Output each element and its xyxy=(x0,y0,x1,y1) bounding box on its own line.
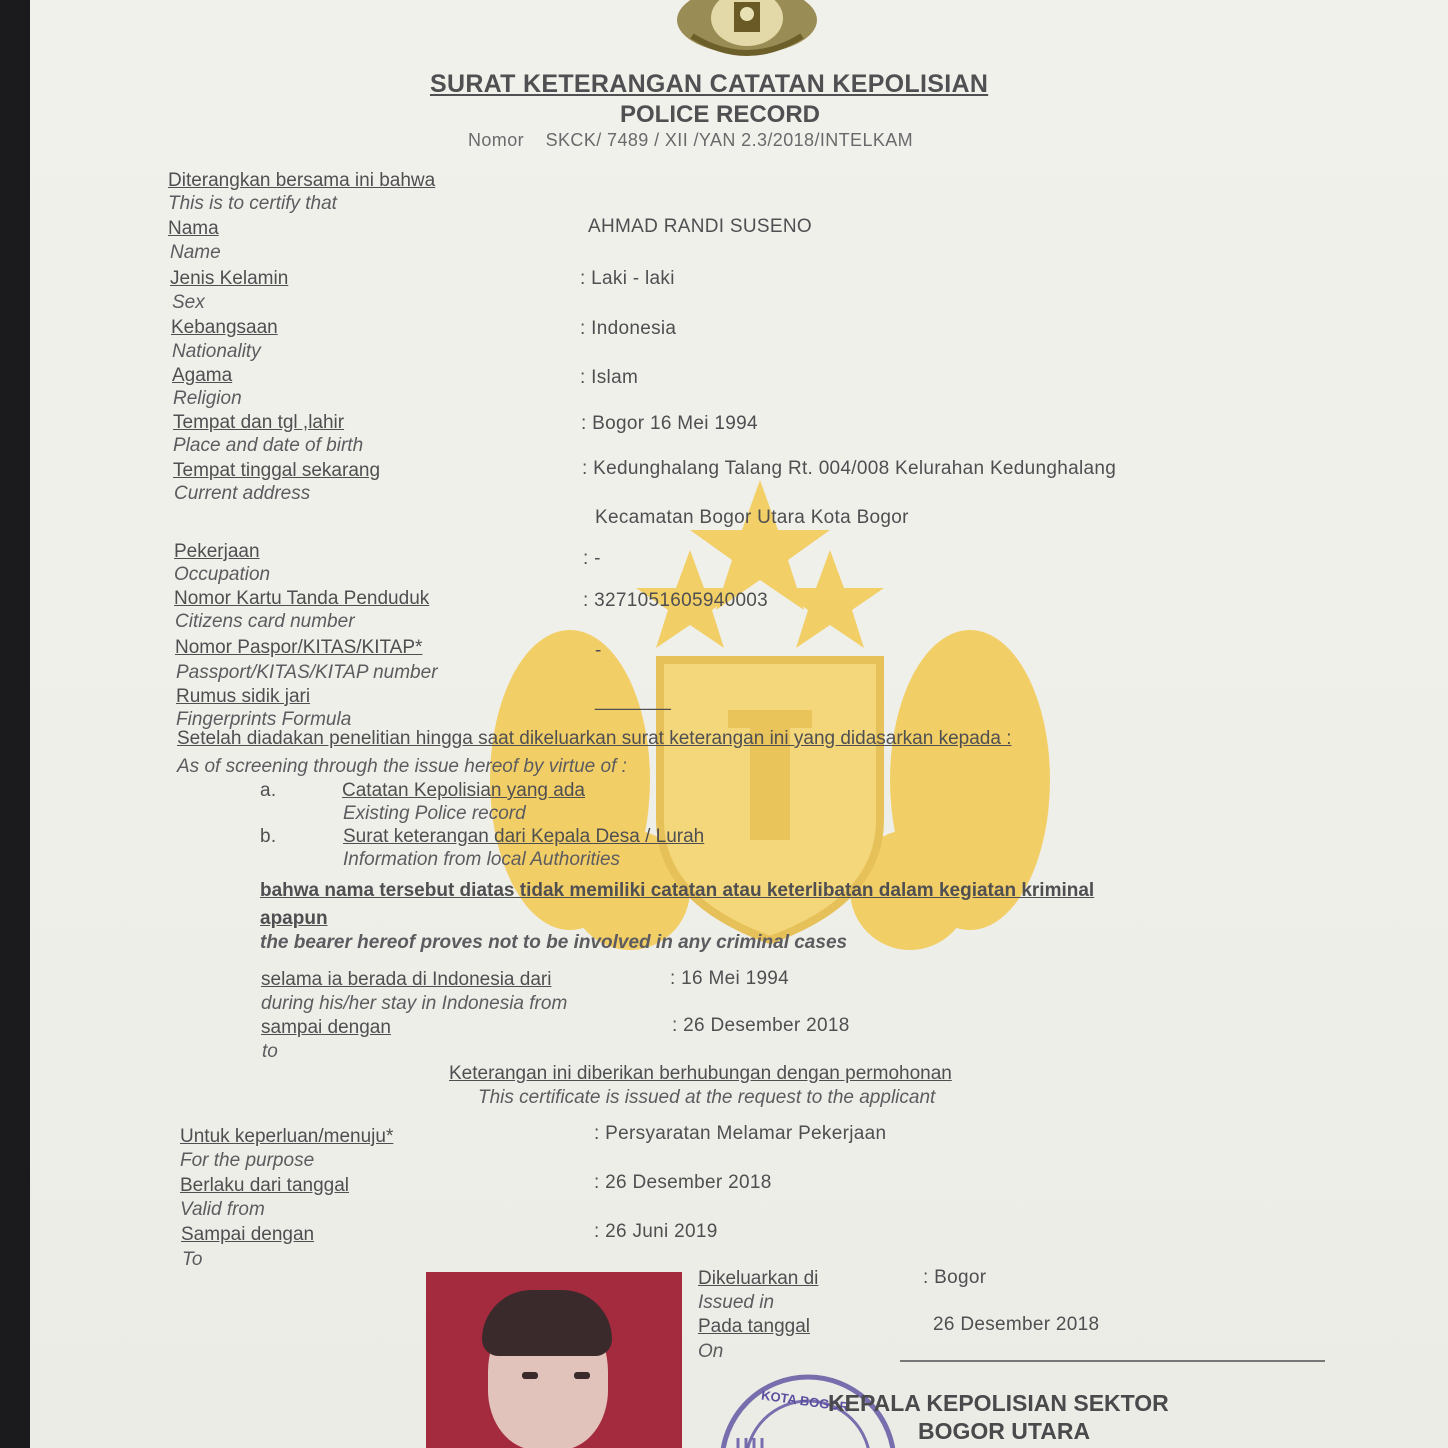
screening-item-b-marker: b. xyxy=(260,826,277,847)
valid-to-english: To xyxy=(182,1249,203,1270)
document-number-value: SKCK/ 7489 / XII /YAN 2.3/2018/INTELKAM xyxy=(545,130,914,150)
field-english-nationality: Nationality xyxy=(172,341,261,362)
valid-to-label: Sampai dengan xyxy=(181,1224,315,1245)
document-number xyxy=(468,130,913,151)
field-value-address-line2: Kecamatan Bogor Utara Kota Bogor xyxy=(595,507,909,528)
signatory-title: KEPALA KEPOLISIAN SEKTOR xyxy=(828,1390,1169,1416)
screening-item-a-label: Catatan Kepolisian yang ada xyxy=(342,780,585,801)
purpose-label: Untuk keperluan/menuju* xyxy=(180,1126,394,1147)
document-subtitle: POLICE RECORD xyxy=(620,101,821,128)
police-crest-icon xyxy=(672,0,822,62)
photo-eye-right xyxy=(574,1372,590,1379)
field-label-kebangsaan: Kebangsaan xyxy=(171,317,278,338)
field-value-citizens-card: : 3271051605940003 xyxy=(583,590,769,611)
field-value-fingerprints: _______ xyxy=(595,690,672,711)
field-value-religion: : Islam xyxy=(580,367,639,388)
purpose-english: For the purpose xyxy=(180,1150,315,1171)
screening-english: As of screening through the issue hereof by virtue of : xyxy=(177,756,627,777)
screening-label: Setelah diadakan penelitian hingga saat dikeluarkan surat keterangan ini yang didasarkan kepada : xyxy=(177,728,1012,749)
issued-in-english: Issued in xyxy=(698,1292,775,1313)
field-english-sex: Sex xyxy=(172,292,205,313)
field-english-citizens-card: Citizens card number xyxy=(175,611,355,632)
request-english: This certificate is issued at the request to the applicant xyxy=(478,1087,936,1108)
field-label-rumus-sidik-jari: Rumus sidik jari xyxy=(176,686,311,707)
photo-eye-left xyxy=(522,1372,538,1379)
document-number-label: Nomor xyxy=(468,130,525,150)
period-from-value: : 16 Mei 1994 xyxy=(670,968,790,989)
field-label-pekerjaan: Pekerjaan xyxy=(174,541,260,562)
period-to-english: to xyxy=(262,1041,278,1062)
field-value-occupation: : - xyxy=(583,548,601,569)
valid-from-value: : 26 Desember 2018 xyxy=(594,1172,772,1193)
field-english-birth: Place and date of birth xyxy=(173,435,364,456)
field-english-passport: Passport/KITAS/KITAP number xyxy=(176,662,438,683)
applicant-photo xyxy=(426,1272,682,1448)
statement-line2: apapun xyxy=(260,908,328,929)
field-label-jenis-kelamin: Jenis Kelamin xyxy=(170,268,289,289)
screening-item-a-english: Existing Police record xyxy=(343,803,526,824)
document-page xyxy=(30,0,1448,1448)
issued-on-english: On xyxy=(698,1341,724,1362)
document-title: SURAT KETERANGAN CATATAN KEPOLISIAN xyxy=(430,70,989,98)
field-value-name: AHMAD RANDI SUSENO xyxy=(588,216,812,237)
field-value-nationality: : Indonesia xyxy=(580,318,677,339)
signature-divider xyxy=(900,1360,1325,1362)
field-english-fingerprints: Fingerprints Formula xyxy=(176,709,352,730)
field-value-birth: : Bogor 16 Mei 1994 xyxy=(581,413,758,434)
field-english-name: Name xyxy=(170,242,221,263)
issued-on-label: Pada tanggal xyxy=(698,1316,810,1337)
intro-label: Diterangkan bersama ini bahwa xyxy=(168,170,436,191)
screening-item-a-marker: a. xyxy=(260,780,277,801)
issued-in-label: Dikeluarkan di xyxy=(698,1268,819,1289)
field-label-tempat-tinggal: Tempat tinggal sekarang xyxy=(173,460,381,481)
field-value-address: : Kedunghalang Talang Rt. 004/008 Kelurahan Kedunghalang xyxy=(582,458,1117,479)
valid-to-value: : 26 Juni 2019 xyxy=(594,1221,718,1242)
field-english-religion: Religion xyxy=(173,388,242,409)
stamp-text: KOTA BOGOR xyxy=(760,1387,850,1415)
field-value-passport: - xyxy=(595,640,602,661)
statement-line1: bahwa nama tersebut diatas tidak memiliki catatan atau keterlibatan dalam kegiatan kriminal xyxy=(260,880,1095,901)
period-from-english: during his/her stay in Indonesia from xyxy=(261,993,568,1014)
field-label-nomor-ktp: Nomor Kartu Tanda Penduduk xyxy=(174,588,430,609)
field-label-nama: Nama xyxy=(168,218,219,239)
field-english-occupation: Occupation xyxy=(174,564,271,585)
valid-from-label: Berlaku dari tanggal xyxy=(180,1175,349,1196)
screening-item-b-english: Information from local Authorities xyxy=(343,849,621,870)
valid-from-english: Valid from xyxy=(180,1199,265,1220)
signatory-unit: BOGOR UTARA xyxy=(918,1418,1091,1444)
period-to-value: : 26 Desember 2018 xyxy=(672,1015,850,1036)
statement-english: the bearer hereof proves not to be involved in any criminal cases xyxy=(260,932,848,953)
field-value-sex: : Laki - laki xyxy=(580,268,675,289)
purpose-value: : Persyaratan Melamar Pekerjaan xyxy=(594,1123,887,1144)
field-english-address: Current address xyxy=(174,483,311,504)
screening-item-b-label: Surat keterangan dari Kepala Desa / Lurah xyxy=(343,826,705,847)
field-label-tempat-tgl-lahir: Tempat dan tgl ,lahir xyxy=(173,412,345,433)
field-label-agama: Agama xyxy=(172,365,233,386)
photo-hair xyxy=(482,1290,612,1356)
period-to-label: sampai dengan xyxy=(261,1017,391,1038)
intro-english: This is to certify that xyxy=(168,193,337,214)
request-label: Keterangan ini diberikan berhubungan dengan permohonan xyxy=(449,1063,952,1084)
issued-in-value: : Bogor xyxy=(923,1267,987,1288)
issued-on-value: 26 Desember 2018 xyxy=(933,1314,1100,1335)
period-from-label: selama ia berada di Indonesia dari xyxy=(261,969,552,990)
field-label-nomor-paspor: Nomor Paspor/KITAS/KITAP* xyxy=(175,637,423,658)
